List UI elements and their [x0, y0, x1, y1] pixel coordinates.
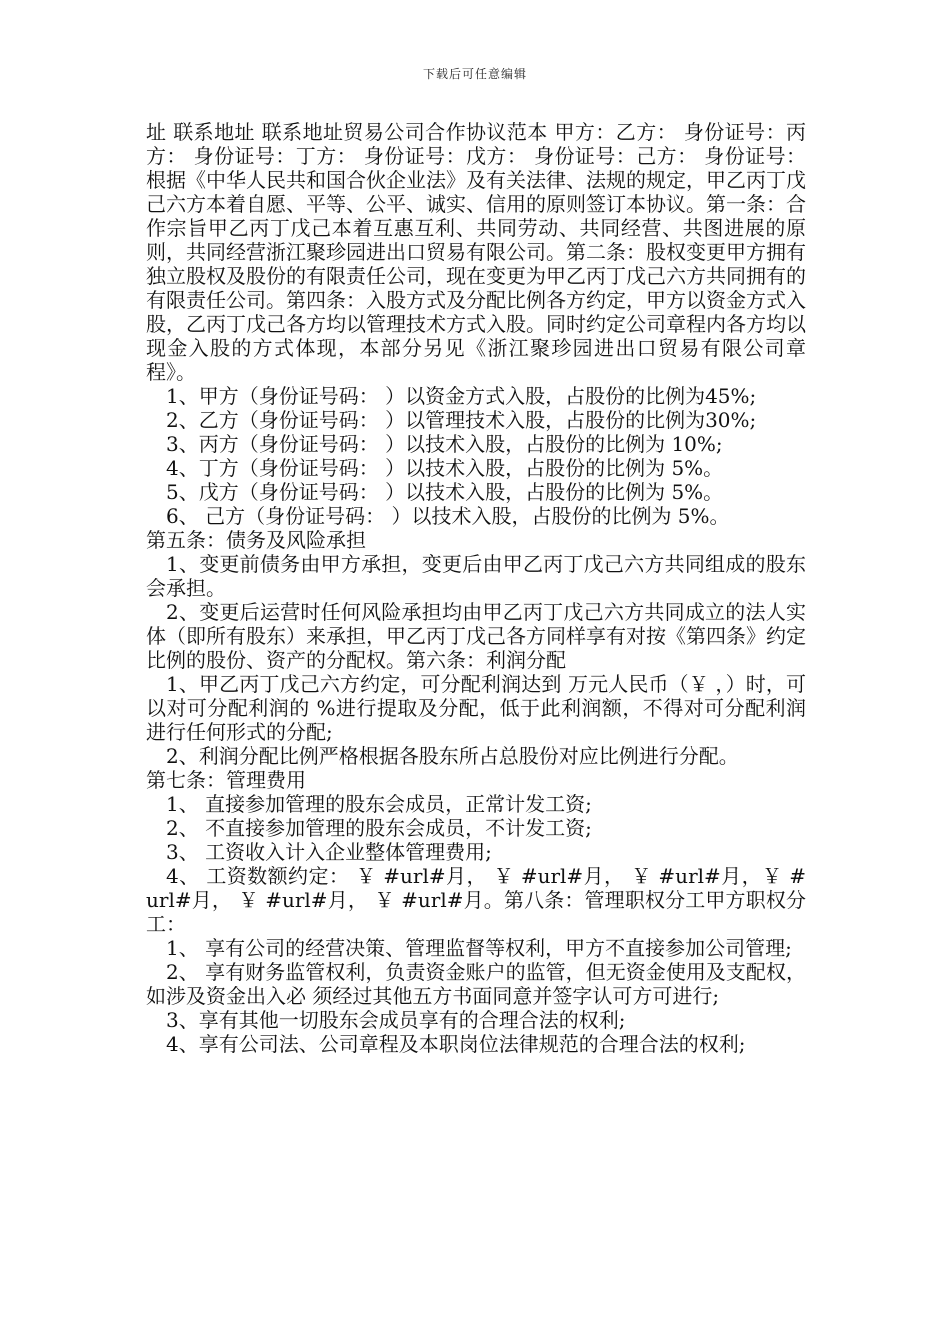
paragraph-duty-3: 3、享有其他一切股东会成员享有的合理合法的权利;	[166, 1008, 626, 1032]
paragraph-share-2: 2、乙方（身份证号码： ）以管理技术入股，占股份的比例为30%;	[166, 408, 757, 432]
paragraph-share-6: 6、 己方（身份证号码： ）以技术入股，占股份的比例为 5%。	[166, 504, 730, 528]
paragraph-fee-2: 2、 不直接参加管理的股东会成员，不计发工资;	[166, 816, 592, 840]
paragraph-fee-1: 1、 直接参加管理的股东会成员，正常计发工资;	[166, 792, 592, 816]
document-body	[146, 120, 806, 1056]
paragraph-fee-3: 3、 工资收入计入企业整体管理费用;	[166, 840, 492, 864]
paragraph-share-5: 5、戊方（身份证号码： ）以技术入股，占股份的比例为 5%。	[166, 480, 724, 504]
paragraph-duty-2: 2、 享有财务监管权利，负责资金账户的监管，但无资金使用及支配权，如涉及资金出入必 须经过其他五方书面同意并签字认可方可进行;	[146, 960, 806, 1008]
section-heading-article-5: 第五条：债务及风险承担	[146, 528, 366, 552]
paragraph-share-3: 3、丙方（身份证号码： ）以技术入股，占股份的比例为 10%;	[166, 432, 723, 456]
paragraph-share-4: 4、丁方（身份证号码： ）以技术入股，占股份的比例为 5%。	[166, 456, 724, 480]
paragraph-debt-1: 1、变更前债务由甲方承担，变更后由甲乙丙丁戊己六方共同组成的股东会承担。	[146, 552, 806, 600]
paragraph-profit-2: 2、利润分配比例严格根据各股东所占总股份对应比例进行分配。	[166, 744, 739, 768]
paragraph-debt-2: 2、变更后运营时任何风险承担均由甲乙丙丁戊己六方共同成立的法人实体（即所有股东）来承担，甲乙丙丁戊己各方同样享有对按《第四条》约定比例的股份、资产的分配权。第六条：利润分配	[146, 600, 806, 672]
paragraph-intro: 址 联系地址 联系地址贸易公司合作协议范本 甲方：乙方： 身份证号：丙方： 身份证号：丁方： 身份证号：戊方： 身份证号：己方： 身份证号：根据《中华人民共和国合伙企业法》及有关法律、法规的规定，甲乙丙丁戊己六方本着自愿、平等、公平、诚实、信用的原则签订本协议。第一条：合作宗旨甲乙丙丁戊己本着互惠互利、共同劳动、共同经营、共图进展的原则，共同经营浙江聚珍园进出口贸易有限公司。第二条：股权变更甲方拥有独立股权及股份的有限责任公司，现在变更为甲乙丙丁戊己六方共同拥有的有限责任公司。第四条：入股方式及分配比例各方约定，甲方以资金方式入股，乙丙丁戊己各方均以管理技术方式入股。同时约定公司章程内各方均以现金入股的方式体现，本部分另见《浙江聚珍园进出口贸易有限公司章程》。	[146, 120, 806, 384]
paragraph-profit-1: 1、甲乙丙丁戊己六方约定，可分配利润达到 万元人民币（￥ ，）时，可以对可分配利润的 %进行提取及分配，低于此利润额，不得对可分配利润进行任何形式的分配;	[146, 672, 806, 744]
paragraph-fee-4: 4、 工资数额约定： ￥ #url#月， ￥ #url#月， ￥ #url#月，￥ #url#月， ￥ #url#月， ￥ #url#月。第八条：管理职权分工甲方职权分工：	[146, 864, 806, 936]
paragraph-share-1: 1、甲方（身份证号码： ）以资金方式入股，占股份的比例为45%;	[166, 384, 757, 408]
paragraph-duty-4: 4、享有公司法、公司章程及本职岗位法律规范的合理合法的权利;	[166, 1032, 746, 1056]
section-heading-article-7: 第七条：管理费用	[146, 768, 306, 792]
paragraph-duty-1: 1、 享有公司的经营决策、管理监督等权利，甲方不直接参加公司管理;	[166, 936, 792, 960]
page-header-note: 下载后可任意编辑	[422, 67, 527, 81]
